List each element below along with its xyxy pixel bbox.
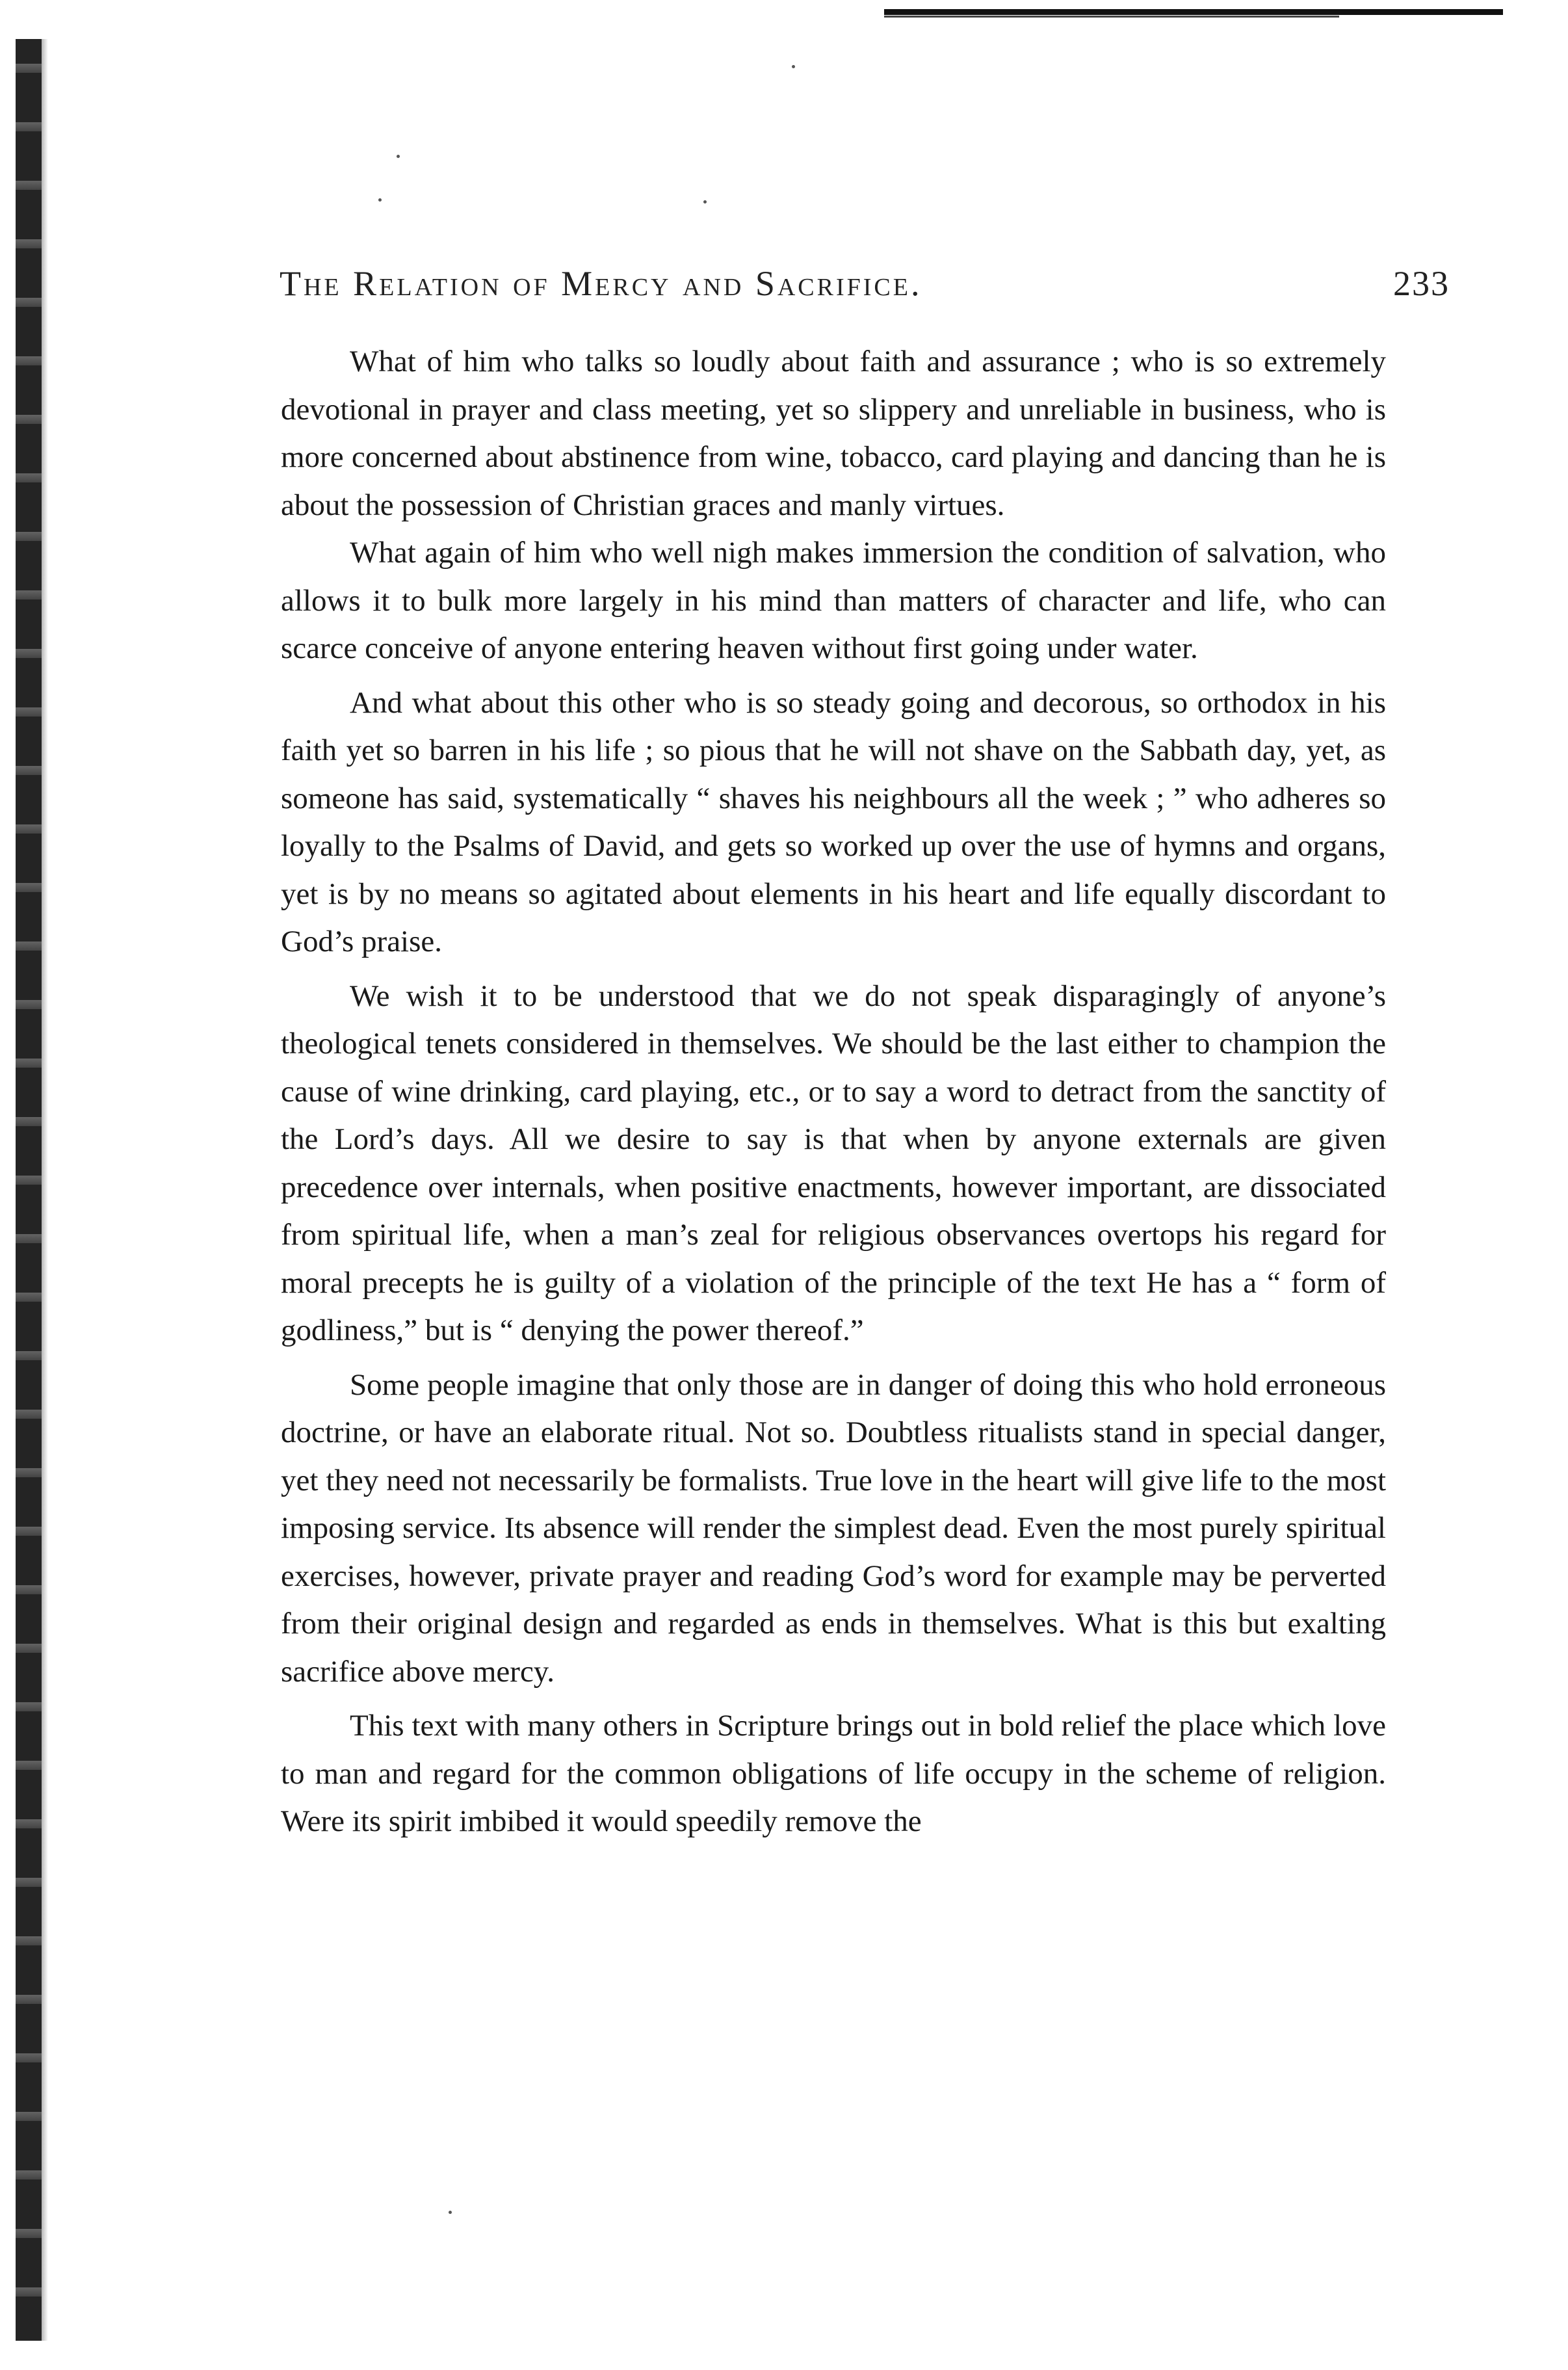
binding-edge	[16, 39, 42, 2341]
paper-speck	[792, 65, 795, 68]
paragraph: We wish it to be understood that we do not speak disparagingly of anyone’s theological tenets considered in themselves. We should be the last either to champion the cause of wine drinking, card playing, etc., or to say a word to detract from the sanctity of the Lord’s days. All we desire to say is that when by anyone externals are given precedence over internals, when positive enactments, however important, are dissociated from spiritual life, when a man’s zeal for religious observances overtops his regard for moral precepts he is guilty of a violation of the principle of the text He has a “ form of godliness,” but is “ denying the power thereof.”	[281, 979, 1386, 1347]
paper-speck	[378, 198, 382, 202]
binding-shadow	[42, 39, 48, 2341]
paragraph: What again of him who well nigh makes immersion the condition of salvation, who allows it to bulk more largely in his mind than matters of character and life, who can scarce conceive of anyone entering heaven without first going under water.	[281, 536, 1386, 665]
paragraph: And what about this other who is so steady going and decorous, so orthodox in his faith yet so barren in his life ; so pious that he will not shave on the Sabbath day, yet, as someone has said, systematically “ shaves his neighbours all the week ; ” who adheres so loyally to the Psalms of David, and gets so worked up over the use of hymns and organs, yet is by no means so agitated about elements in his heart and life equally discordant to God’s praise.	[281, 685, 1386, 958]
body-text	[281, 338, 1386, 1846]
page-number: 233	[1393, 264, 1450, 303]
paper-speck	[397, 155, 400, 158]
paragraph: Some people imagine that only those are in danger of doing this who hold erroneous doctrine, or have an elaborate ritual. Not so. Doubtless ritualists stand in special danger, yet they need not necessarily be formalists. True love in the heart will give life to the most imposing service. Its absence will render the simplest dead. Even the most purely spiritual exercises, however, private prayer and reading God’s word for example may be perverted from their original design and regarded as ends in themselves. What is this but exalting sacrifice above mercy.	[281, 1367, 1386, 1689]
paper-speck	[449, 2211, 452, 2214]
paragraph: What of him who talks so loudly about faith and assurance ; who is so extremely devotional in prayer and class meeting, yet so slippery and unreliable in business, who is more concerned about abstinence from wine, tobacco, card playing and dancing than he is about the possession of Christian graces and manly virtues.	[281, 345, 1386, 522]
paper-speck	[703, 200, 707, 204]
running-title: The Relation of Mercy and Sacrifice.	[280, 264, 922, 303]
top-rule	[884, 9, 1503, 15]
running-head	[280, 263, 1450, 309]
paragraph: This text with many others in Scripture brings out in bold relief the place which love to man and regard for the common obligations of life occupy in the scheme of religion. Were its spirit imbibed it would speedily remove the	[281, 1709, 1386, 1838]
top-rule-shadow	[884, 16, 1339, 18]
